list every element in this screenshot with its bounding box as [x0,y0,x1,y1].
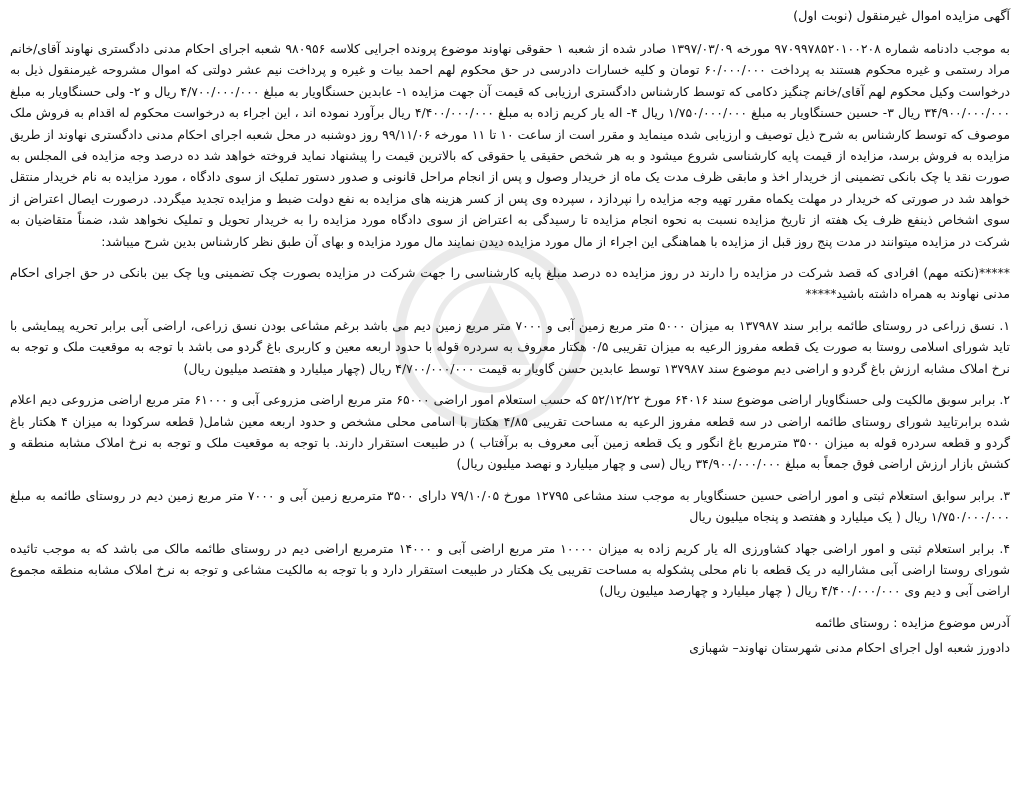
item-number: ۴. [999,540,1010,556]
notice-title: آگهی مزایده اموال غیرمنقول (نوبت اول) [793,9,1010,24]
important-note: *****(نکته مهم) افرادی که قصد شرکت در مزایده را دارند در روز مزایده ده درصد مبلغ پایه کارشناسی را جهت شرکت در مزایده بصورت چک تضمینی ویا چک بین بانکی در حق اجرای احکام مدنی نهاوند به همراه داشته باشید***** [10,265,1010,302]
signature: دادورز شعبه اول اجرای احکام مدنی شهرستان نهاوند– شهبازی [689,640,1010,656]
property-item-4 [10,538,1010,602]
item-text: برابر سوابق استعلام ثبتی و امور اراضی حسین حسنگاویار به موجب سند مشاعی ۱۲۷۹۵ مورخ ۷۹/۱۰/۰۵ دارای ۳۵۰۰ مترمربع زمین آبی و ۷۰۰۰ متر مربع زمین دیم در روستای طائمه به مبلغ ۱/۷۵۰/۰۰۰/۰۰۰ ریال ( یک میلیارد و هفتصد و پنجاه میلیون ریال [10,487,1010,525]
item-number: ۳. [999,487,1010,503]
property-item-1 [10,315,1010,379]
notice-intro: به موجب دادنامه شماره ۹۷۰۹۹۷۸۵۲۰۱۰۰۲۰۸ مورخه ۱۳۹۷/۰۳/۰۹ صادر شده از شعبه ۱ حقوقی نهاوند موضوع پرونده اجرایی کلاسه ۹۸۰۹۵۶ شعبه اجرای احکام مدنی دادگستری نهاوند آقای/خانم مراد رستمی و غیره محکوم هستند به پرداخت ۶۰/۰۰۰/۰۰۰ تومان و کلیه خسارات دادرسی در حق محکوم لهم احمد بیات و غیره و پرداخت نیم عشر دولتی که اموال مشروحه غیرمنقول ذیل به درخواست وکیل محکوم لهم آقای/خانم چنگیز دکامی که توسط کارشناس دادگستری ارزیابی که قیمت آن جهت مزایده ۱- عابدین حسنگاویار به مبلغ ۴/۷۰۰/۰۰۰/۰۰۰ ریال و ۲- ولی حسنگاویار به مبلغ ۳۴/۹۰۰/۰۰۰/۰۰۰ ریال ۳- حسین حسنگاویار به مبلغ ۱/۷۵۰/۰۰۰/۰۰۰ ریال ۴- اله یار کریم زاده به مبلغ ۴/۴۰۰/۰۰۰/۰۰۰ ریال برآورد نموده اند ، این اجراء به درخواست محکوم له اقدام به فروش ملک موصوف که توسط کارشناس به شرح ذیل توصیف و ارزیابی شده مینماید و مقرر است از ساعت ۱۰ تا ۱۱ مورخه ۹۹/۱۱/۰۶ روز دوشنبه در محل شعبه اجرای احکام مدنی دادگستری نهاوند از طریق مزایده به فروش برسد، مزایده از قیمت پایه کارشناسی شروع میشود و به هر شخص حقیقی یا حقوقی که بالاترین قیمت را پیشنهاد نماید فروخته خواهد شد ده درصد وجه مزایده فی المجلس به صورت نقد یا چک بانکی تضمینی از خریدار اخذ و مابقی ظرف مدت یک ماه از خریدار وصول و پس از انجام مراحل قانونی و صدور دستور تملیک از سوی دادگاه ، مورد مزایده به نام خریدار منتقل خواهد شد در صورتی که خریدار در مهلت یکماه مقرر تهیه وجه مزایده را نپردازد ، سپرده وی پس از کسر هزینه های مزایده به نفع دولت ضبط و مزایده تجدید میگردد. درصورت ایصال اعتراض از سوی اشخاص ذینفع ظرف یک هفته از تاریخ مزایده نسبت به نحوه انجام مزایده تا رسیدگی به اعتراض از سوی دادگاه مورد مزایده را به خریدار تحویل و تملیک نخواهد شد، ضمناً متقاضیان به شرکت در مزایده میتوانند در مدت پنج روز قبل از مزایده با هماهنگی این اجراء از مال مورد مزایده دیدن نمایند مال مورد مزایده و بهای آن طبق نظر کارشناس بدین شرح میباشد: [10,41,1011,249]
item-text: برابر استعلام ثبتی و امور اراضی جهاد کشاورزی اله یار کریم زاده به میزان ۱۰۰۰۰ متر مربع اراضی آبی و ۱۴۰۰۰ مترمربع اراضی دیم در روستای طائمه مالک می باشد که به موجب تائیده شورای روستا اراضی آبی مشارالیه در یک قطعه با نام محلی پشکوله به مساحت تقریبی یک هکتار در طبیعت استقرار دارد و با توجه به مالکیت مشاعی و توجه به نرخ املاک مشابه منطقه مجموع اراضی آبی و دیم وی ۴/۴۰۰/۰۰۰/۰۰۰ ریال ( چهار میلیارد و چهارصد میلیون ریال) [10,540,1010,599]
item-number: ۱. [999,317,1010,333]
property-item-3 [10,485,1010,528]
item-text: برابر سوبق مالکیت ولی حسنگاویار اراضی موضوع سند ۶۴۰۱۶ مورخ ۵۲/۱۲/۲۲ که حسب استعلام امور اراضی ۶۵۰۰۰ متر مربع اراضی مزروعی آبی و ۶۱۰۰۰ متر مربع اراضی مزروعی دیم اعلام شده برابرتایید شورای روستای طائمه اراضی در سه قطعه مفروز الرعیه به مساحت تقریبی ۴/۸۵ هکتار با اسامی محلی مشخص و حدود اربعه معین شامل( قطعه سرکودا به میزان ۴ هکتار باغ گردو و قطعه سردره قوله به میزان ۳۵۰۰ مترمربع باغ انگور و یک قطعه زمین آبی معروف به برآفتاب ) در طبیعت استقرار دارند. با توجه به موقعیت ملک و توجه به نرخ املاک مشابه منطقه و کشش بازار ارزش اراضی فوق جمعاً به مبلغ ۳۴/۹۰۰/۰۰۰/۰۰۰ ریال (سی و چهار میلیارد و نهصد میلیون ریال) [10,392,1010,472]
auction-address: آدرس موضوع مزایده : روستای طائمه [814,614,1010,630]
item-text: نسق زراعی در روستای طائمه برابر سند ۱۳۷۹۸۷ به میزان ۵۰۰۰ متر مربع زمین آبی و ۷۰۰۰ متر مربع زمین دیم می باشد برغم مشاعی بودن نسق زراعی، اراضی آبی برابر تحریه پیمایشی با تاید شورای اسلامی روستا به صورت یک قطعه مفروز الرعیه به میزان تقریبی ۰/۵ هکتار معروف به سردره قوله با حدود اربعه معین و کاربری باغ گردو می باشد با توجه به موقعیت ملک و توجه به نرخ املاک مشابه ارزش باغ گردو و اراضی دیم موضوع سند ۱۳۷۹۸۷ توسط عابدین حسن گاویار به قیمت ۴/۷۰۰/۰۰۰/۰۰۰ ریال (چهار میلیارد و هفتصد میلیون ریال) [10,317,1010,376]
item-number: ۲. [999,392,1010,408]
property-item-2 [10,389,1010,475]
